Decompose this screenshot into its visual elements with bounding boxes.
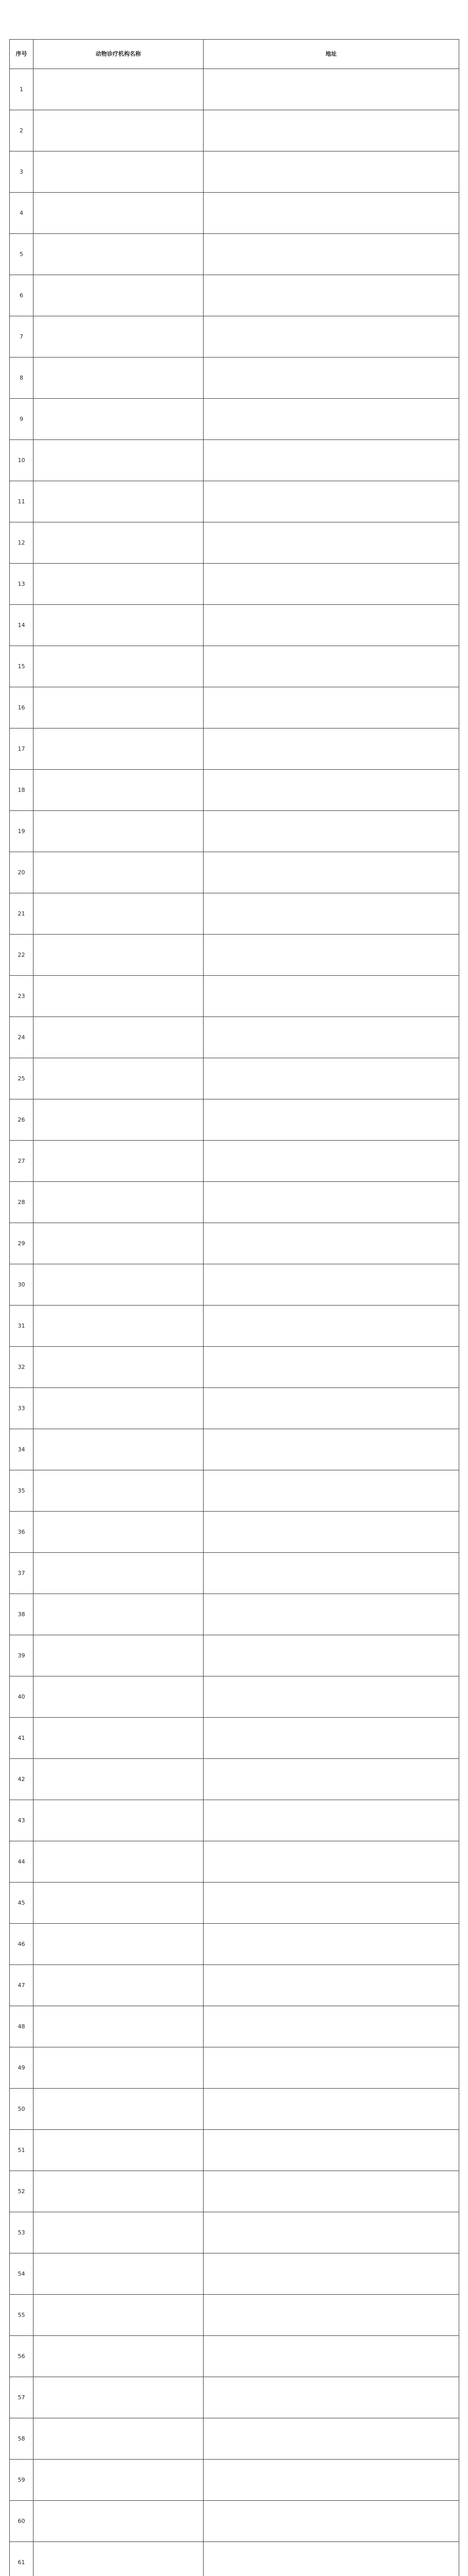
clinic-name [34, 1388, 204, 1429]
clinic-address [204, 2336, 459, 2377]
clinic-address [204, 1429, 459, 1470]
clinic-address [204, 1017, 459, 1058]
table-row [10, 110, 459, 151]
clinic-address [204, 2006, 459, 2047]
table-row [10, 1223, 459, 1264]
clinic-name [34, 1099, 204, 1141]
table-row [10, 935, 459, 976]
row-number: 58 [10, 2418, 34, 2460]
clinic-table [9, 39, 459, 2576]
row-number: 30 [10, 1264, 34, 1306]
clinic-name [34, 358, 204, 399]
row-number: 59 [10, 2460, 34, 2501]
clinic-address [204, 2171, 459, 2212]
table-row [10, 1058, 459, 1099]
table-row [10, 976, 459, 1017]
row-number: 24 [10, 1017, 34, 1058]
clinic-name [34, 2336, 204, 2377]
table-row [10, 1594, 459, 1635]
table-row [10, 1182, 459, 1223]
row-number: 1 [10, 69, 34, 110]
clinic-name [34, 1924, 204, 1965]
clinic-name [34, 1429, 204, 1470]
row-number: 11 [10, 481, 34, 522]
clinic-name [34, 1182, 204, 1223]
row-number: 49 [10, 2047, 34, 2089]
clinic-address [204, 275, 459, 316]
row-number: 12 [10, 522, 34, 564]
table-row [10, 646, 459, 687]
clinic-address [204, 358, 459, 399]
row-number: 57 [10, 2377, 34, 2418]
row-number: 16 [10, 687, 34, 728]
clinic-name [34, 316, 204, 358]
row-number: 4 [10, 193, 34, 234]
clinic-address [204, 852, 459, 893]
clinic-address [204, 2418, 459, 2460]
clinic-name [34, 1470, 204, 1512]
row-number: 41 [10, 1718, 34, 1759]
clinic-name [34, 193, 204, 234]
table-row [10, 1965, 459, 2006]
clinic-address [204, 2212, 459, 2253]
clinic-address [204, 2295, 459, 2336]
row-number: 3 [10, 151, 34, 193]
table-row [10, 2253, 459, 2295]
clinic-address [204, 1058, 459, 1099]
row-number: 9 [10, 399, 34, 440]
clinic-name [34, 234, 204, 275]
row-number: 43 [10, 1800, 34, 1841]
table-row [10, 2130, 459, 2171]
clinic-name [34, 935, 204, 976]
clinic-name [34, 2130, 204, 2171]
table-row [10, 1306, 459, 1347]
clinic-address [204, 2089, 459, 2130]
table-row [10, 316, 459, 358]
table-row [10, 2171, 459, 2212]
row-number: 47 [10, 1965, 34, 2006]
clinic-address [204, 1718, 459, 1759]
clinic-address [204, 728, 459, 770]
clinic-name [34, 151, 204, 193]
clinic-address [204, 1841, 459, 1883]
row-number: 5 [10, 234, 34, 275]
table-row [10, 2295, 459, 2336]
clinic-name [34, 1306, 204, 1347]
clinic-address [204, 893, 459, 935]
clinic-name [34, 1800, 204, 1841]
row-number: 53 [10, 2212, 34, 2253]
row-number: 45 [10, 1883, 34, 1924]
clinic-name [34, 481, 204, 522]
table-row [10, 1759, 459, 1800]
clinic-address [204, 151, 459, 193]
table-row [10, 2418, 459, 2460]
table-row [10, 1718, 459, 1759]
table-row [10, 1141, 459, 1182]
row-number: 39 [10, 1635, 34, 1676]
clinic-address [204, 193, 459, 234]
row-number: 14 [10, 605, 34, 646]
table-row [10, 893, 459, 935]
row-number: 2 [10, 110, 34, 151]
clinic-name [34, 2047, 204, 2089]
row-number: 48 [10, 2006, 34, 2047]
row-number: 26 [10, 1099, 34, 1141]
row-number: 17 [10, 728, 34, 770]
row-number: 37 [10, 1553, 34, 1594]
row-number: 61 [10, 2542, 34, 2576]
clinic-address [204, 1553, 459, 1594]
table-row [10, 1470, 459, 1512]
clinic-address [204, 1883, 459, 1924]
clinic-name [34, 2171, 204, 2212]
row-number: 54 [10, 2253, 34, 2295]
clinic-name [34, 2542, 204, 2576]
row-number: 7 [10, 316, 34, 358]
row-number: 35 [10, 1470, 34, 1512]
table-row [10, 234, 459, 275]
row-number: 44 [10, 1841, 34, 1883]
clinic-address [204, 1759, 459, 1800]
row-number: 22 [10, 935, 34, 976]
clinic-name [34, 275, 204, 316]
table-row [10, 151, 459, 193]
table-row [10, 1017, 459, 1058]
clinic-address [204, 1965, 459, 2006]
row-number: 56 [10, 2336, 34, 2377]
row-number: 36 [10, 1512, 34, 1553]
clinic-name [34, 1058, 204, 1099]
clinic-name [34, 1347, 204, 1388]
clinic-address [204, 1800, 459, 1841]
table-row [10, 69, 459, 110]
clinic-address [204, 110, 459, 151]
clinic-name [34, 2501, 204, 2542]
clinic-name [34, 646, 204, 687]
clinic-address [204, 2460, 459, 2501]
clinic-name [34, 1883, 204, 1924]
row-number: 25 [10, 1058, 34, 1099]
clinic-name [34, 811, 204, 852]
row-number: 46 [10, 1924, 34, 1965]
clinic-address [204, 1141, 459, 1182]
clinic-name [34, 440, 204, 481]
clinic-name [34, 2418, 204, 2460]
column-header-address: 地址 [204, 40, 459, 69]
clinic-address [204, 2047, 459, 2089]
table-row [10, 2377, 459, 2418]
clinic-name [34, 770, 204, 811]
clinic-address [204, 1470, 459, 1512]
row-number: 27 [10, 1141, 34, 1182]
row-number: 40 [10, 1676, 34, 1718]
row-number: 52 [10, 2171, 34, 2212]
row-number: 13 [10, 564, 34, 605]
clinic-name [34, 110, 204, 151]
clinic-name [34, 564, 204, 605]
clinic-name [34, 893, 204, 935]
table-row [10, 481, 459, 522]
row-number: 29 [10, 1223, 34, 1264]
clinic-name [34, 2377, 204, 2418]
clinic-address [204, 522, 459, 564]
clinic-name [34, 1553, 204, 1594]
clinic-name [34, 1017, 204, 1058]
table-row [10, 1883, 459, 1924]
row-number: 42 [10, 1759, 34, 1800]
clinic-name [34, 1512, 204, 1553]
clinic-address [204, 1347, 459, 1388]
clinic-address [204, 1388, 459, 1429]
clinic-address [204, 2542, 459, 2576]
clinic-address [204, 605, 459, 646]
clinic-address [204, 1223, 459, 1264]
clinic-name [34, 1676, 204, 1718]
clinic-name [34, 1635, 204, 1676]
table-row [10, 2336, 459, 2377]
column-header-name: 动物诊疗机构名称 [34, 40, 204, 69]
clinic-name [34, 2253, 204, 2295]
clinic-address [204, 1924, 459, 1965]
clinic-name [34, 1223, 204, 1264]
clinic-name [34, 976, 204, 1017]
table-row [10, 1388, 459, 1429]
document-title [0, 9, 468, 30]
row-number: 21 [10, 893, 34, 935]
table-row [10, 1635, 459, 1676]
column-header-no: 序号 [10, 40, 34, 69]
clinic-name [34, 687, 204, 728]
table-row [10, 1676, 459, 1718]
table-row [10, 440, 459, 481]
table-row [10, 275, 459, 316]
table-row [10, 1800, 459, 1841]
table-row [10, 2089, 459, 2130]
clinic-address [204, 399, 459, 440]
table-header-row [10, 40, 459, 69]
clinic-address [204, 1306, 459, 1347]
table-row [10, 2006, 459, 2047]
clinic-address [204, 69, 459, 110]
table-row [10, 770, 459, 811]
clinic-address [204, 2377, 459, 2418]
row-number: 60 [10, 2501, 34, 2542]
row-number: 51 [10, 2130, 34, 2171]
row-number: 38 [10, 1594, 34, 1635]
table-row [10, 852, 459, 893]
table-row [10, 605, 459, 646]
clinic-name [34, 1965, 204, 2006]
table-row [10, 2047, 459, 2089]
row-number: 18 [10, 770, 34, 811]
clinic-name [34, 1841, 204, 1883]
table-row [10, 2460, 459, 2501]
clinic-name [34, 2089, 204, 2130]
clinic-address [204, 1182, 459, 1223]
table-row [10, 1264, 459, 1306]
table-row [10, 1099, 459, 1141]
row-number: 23 [10, 976, 34, 1017]
row-number: 15 [10, 646, 34, 687]
row-number: 34 [10, 1429, 34, 1470]
clinic-address [204, 1512, 459, 1553]
row-number: 20 [10, 852, 34, 893]
table-row [10, 811, 459, 852]
clinic-name [34, 69, 204, 110]
clinic-name [34, 1759, 204, 1800]
row-number: 33 [10, 1388, 34, 1429]
clinic-name [34, 2460, 204, 2501]
clinic-name [34, 1594, 204, 1635]
clinic-name [34, 605, 204, 646]
table-row [10, 358, 459, 399]
clinic-name [34, 852, 204, 893]
clinic-name [34, 522, 204, 564]
clinic-address [204, 770, 459, 811]
row-number: 31 [10, 1306, 34, 1347]
row-number: 19 [10, 811, 34, 852]
clinic-address [204, 1676, 459, 1718]
clinic-address [204, 316, 459, 358]
clinic-name [34, 728, 204, 770]
clinic-name [34, 2006, 204, 2047]
clinic-address [204, 687, 459, 728]
clinic-address [204, 2130, 459, 2171]
table-row [10, 564, 459, 605]
row-number: 32 [10, 1347, 34, 1388]
clinic-address [204, 1635, 459, 1676]
clinic-address [204, 646, 459, 687]
row-number: 8 [10, 358, 34, 399]
clinic-name [34, 1718, 204, 1759]
clinic-address [204, 481, 459, 522]
clinic-address [204, 935, 459, 976]
clinic-name [34, 2212, 204, 2253]
table-row [10, 2212, 459, 2253]
row-number: 28 [10, 1182, 34, 1223]
clinic-name [34, 1141, 204, 1182]
clinic-address [204, 811, 459, 852]
clinic-name [34, 2295, 204, 2336]
table-row [10, 399, 459, 440]
table-row [10, 522, 459, 564]
clinic-name [34, 399, 204, 440]
table-row [10, 728, 459, 770]
row-number: 50 [10, 2089, 34, 2130]
clinic-address [204, 440, 459, 481]
clinic-address [204, 564, 459, 605]
table-row [10, 2501, 459, 2542]
row-number: 6 [10, 275, 34, 316]
table-row [10, 687, 459, 728]
clinic-name [34, 1264, 204, 1306]
row-number: 10 [10, 440, 34, 481]
table-row [10, 1553, 459, 1594]
clinic-address [204, 1099, 459, 1141]
table-row [10, 1347, 459, 1388]
clinic-address [204, 2501, 459, 2542]
clinic-address [204, 234, 459, 275]
row-number: 55 [10, 2295, 34, 2336]
clinic-address [204, 1594, 459, 1635]
table-row [10, 2542, 459, 2576]
clinic-address [204, 1264, 459, 1306]
table-row [10, 1841, 459, 1883]
table-row [10, 193, 459, 234]
table-row [10, 1429, 459, 1470]
table-row [10, 1924, 459, 1965]
table-row [10, 1512, 459, 1553]
clinic-address [204, 2253, 459, 2295]
clinic-address [204, 976, 459, 1017]
